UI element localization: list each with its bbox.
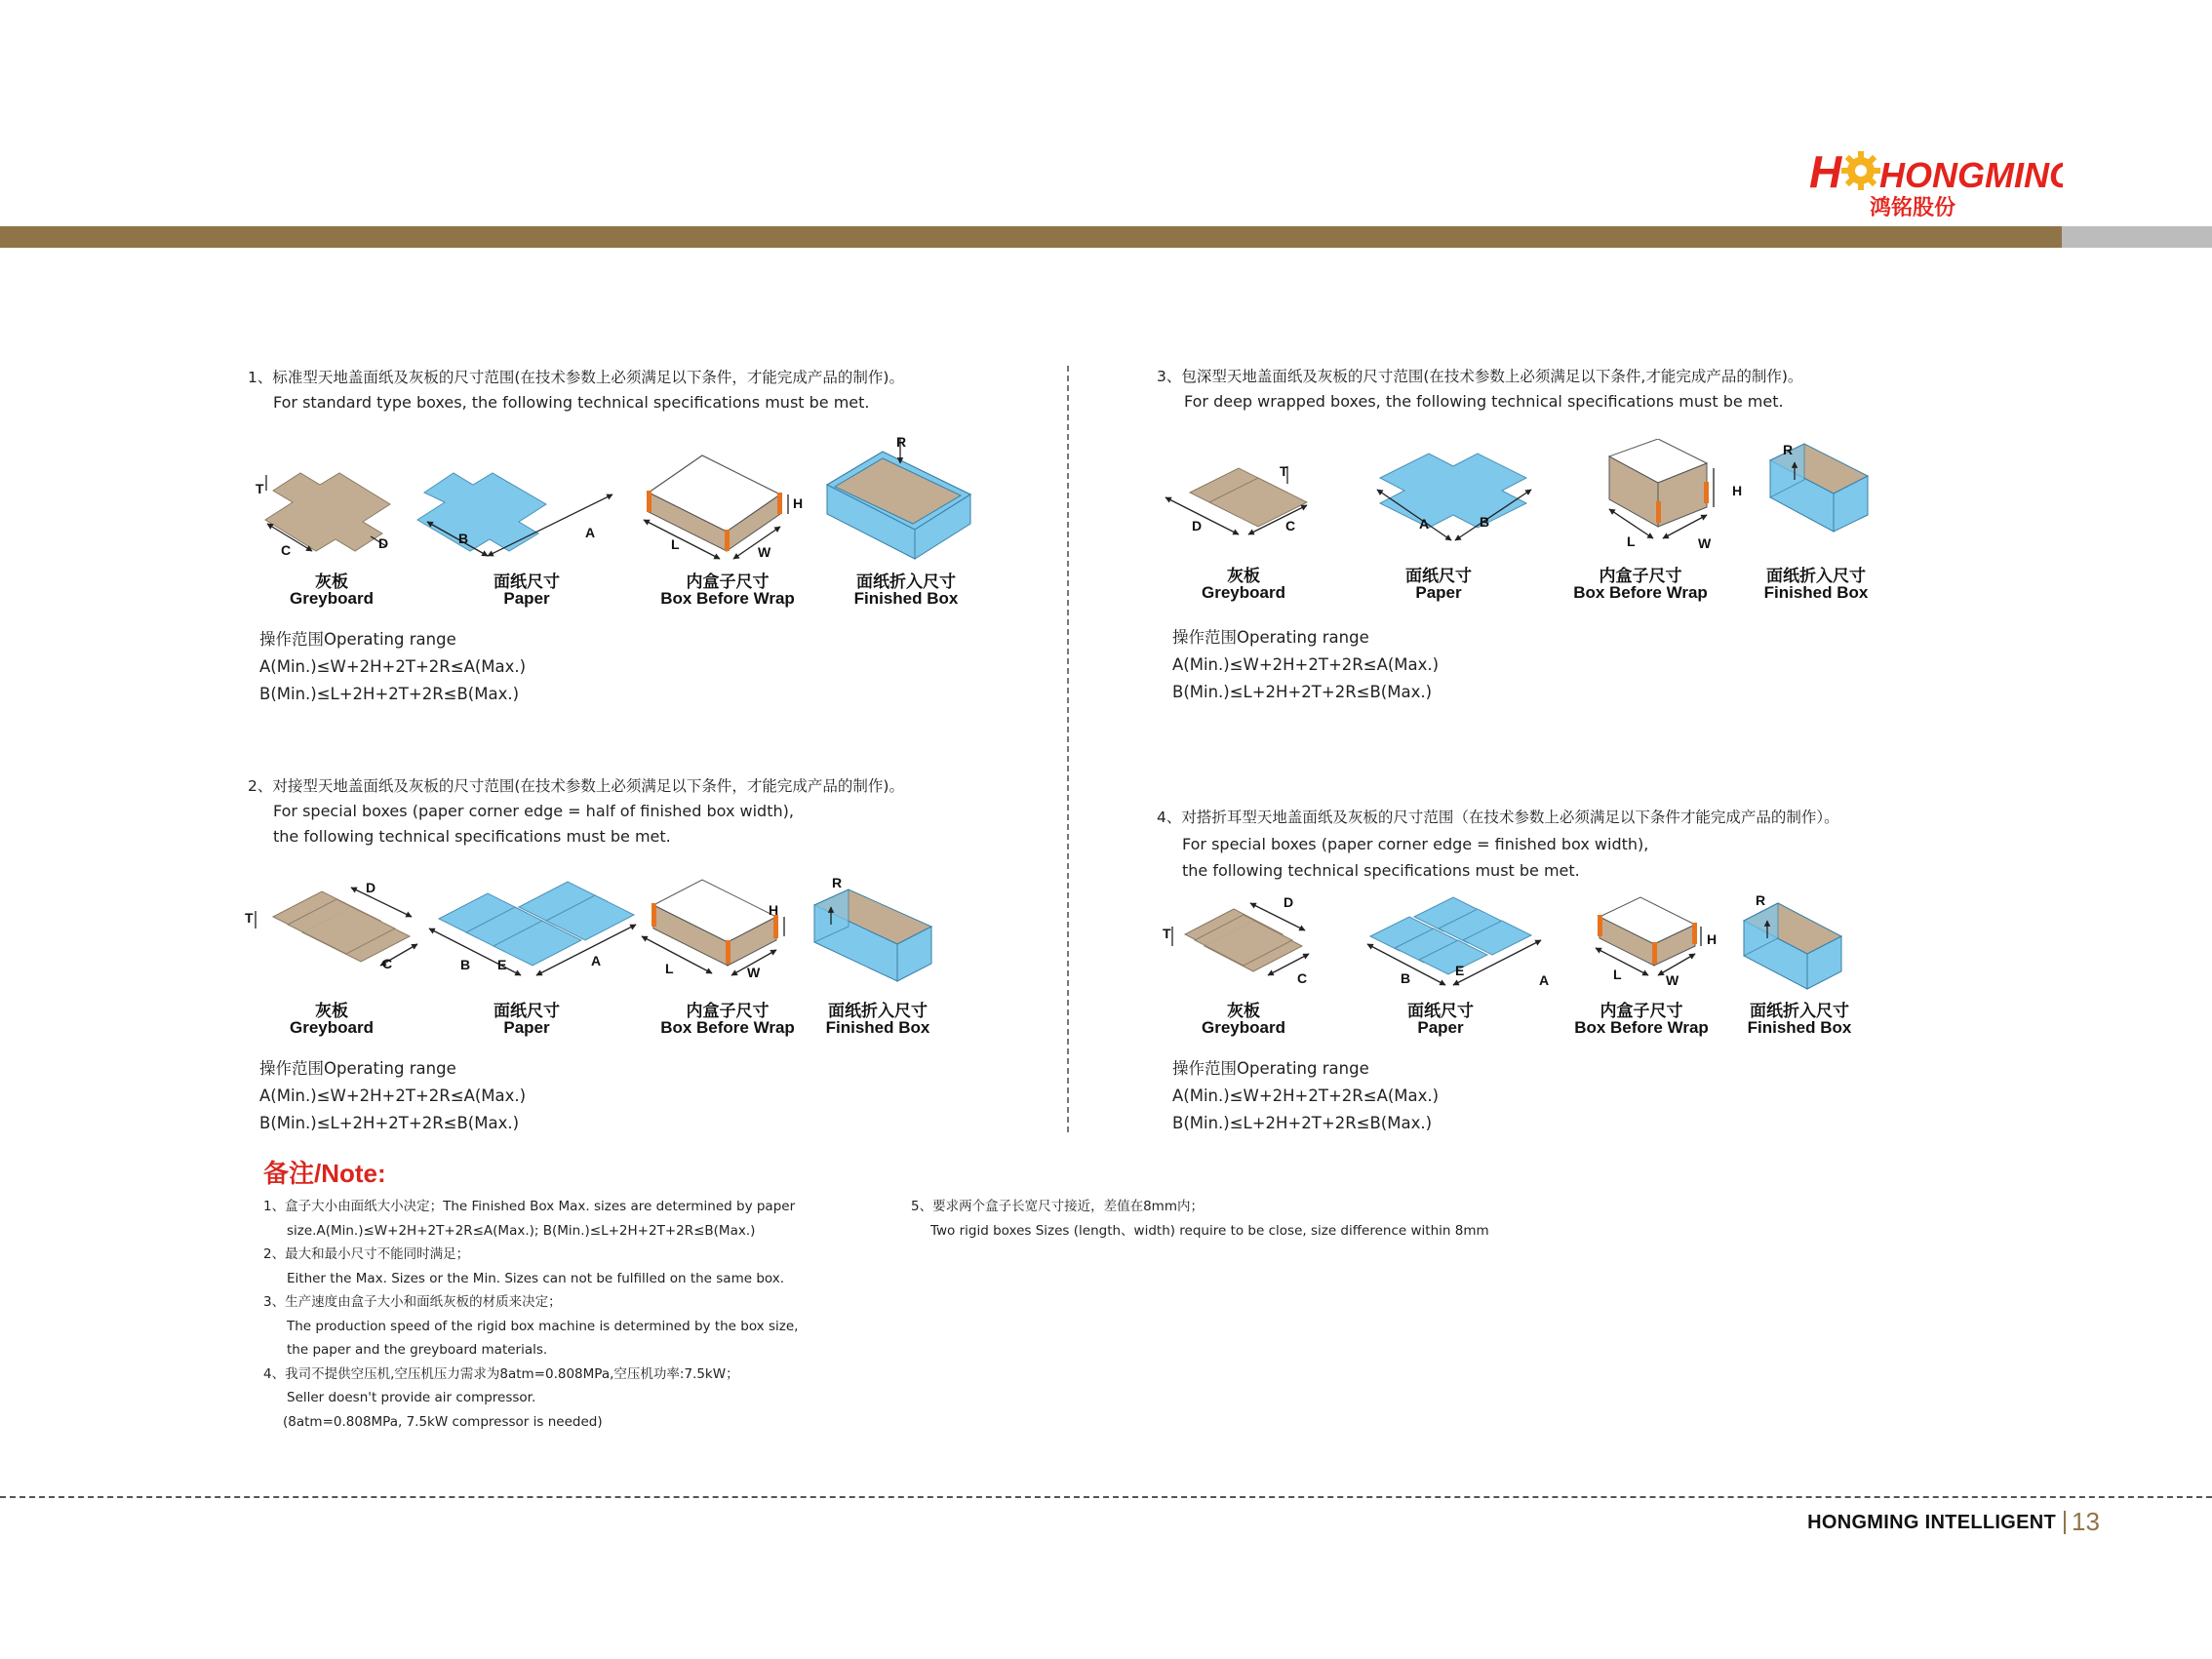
section-4-range: 操作范围Operating range A(Min.)≤W+2H+2T+2R≤A(Max.) B(Min.)≤L+2H+2T+2R≤B(Max.) xyxy=(1172,1059,1440,1132)
section-3-diagrams xyxy=(1161,439,1882,566)
svg-text:H: H xyxy=(793,495,804,511)
svg-text:B: B xyxy=(460,957,471,972)
section-2-title: 2、对接型天地盖面纸及灰板的尺寸范围(在技术参数上必须满足以下条件，才能完成产品的制作)。 xyxy=(248,777,904,795)
section-2-fig-paper: 面纸尺寸 Paper xyxy=(494,1002,560,1037)
svg-text:A: A xyxy=(585,525,596,540)
svg-text:D: D xyxy=(1192,518,1203,533)
svg-text:A: A xyxy=(591,953,602,968)
note-3-en-1: The production speed of the rigid box machine is determined by the box size, xyxy=(287,1318,799,1334)
note-1-formula: size.A(Min.)≤W+2H+2T+2R≤A(Max.); B(Min.)≤L+2H+2T+2R≤B(Max.) xyxy=(287,1222,756,1239)
svg-text:B: B xyxy=(458,531,469,546)
svg-text:C: C xyxy=(382,956,393,971)
page-number: 13 xyxy=(2072,1507,2100,1536)
note-title: 备注/Note: xyxy=(263,1159,386,1188)
svg-text:L: L xyxy=(1627,533,1636,549)
note-3-en-2: the paper and the greyboard materials. xyxy=(287,1342,548,1358)
svg-text:D: D xyxy=(1284,894,1294,910)
svg-text:C: C xyxy=(1285,518,1296,533)
section-1-fig-greyboard: 灰板 Greyboard xyxy=(290,573,374,608)
header-band-grey xyxy=(2062,226,2212,248)
svg-text:E: E xyxy=(497,957,507,972)
section-4-subtitle-1: For special boxes (paper corner edge = finished box width), xyxy=(1182,835,1649,853)
column-divider xyxy=(1067,366,1069,1132)
svg-text:R: R xyxy=(1756,892,1766,908)
svg-text:W: W xyxy=(758,544,771,560)
svg-text:B: B xyxy=(1401,970,1411,986)
section-4-subtitle-2: the following technical specifications must be met. xyxy=(1182,861,1580,880)
svg-text:H: H xyxy=(1732,483,1743,498)
footer-separator xyxy=(2064,1511,2066,1534)
section-1-range: 操作范围Operating range A(Min.)≤W+2H+2T+2R≤A(Max.) B(Min.)≤L+2H+2T+2R≤B(Max.) xyxy=(259,630,527,703)
svg-text:C: C xyxy=(1297,970,1308,986)
svg-text:T: T xyxy=(245,910,254,926)
note-5-en: Two rigid boxes Sizes (length、width) require to be close, size difference within 8mm xyxy=(930,1222,1489,1239)
section-2-diagrams xyxy=(244,868,956,995)
section-2-fig-finished: 面纸折入尺寸 Finished Box xyxy=(825,1002,930,1037)
svg-text:W: W xyxy=(1666,972,1679,988)
section-2-range: 操作范围Operating range A(Min.)≤W+2H+2T+2R≤A(Max.) B(Min.)≤L+2H+2T+2R≤B(Max.) xyxy=(259,1059,527,1132)
section-3-subtitle: For deep wrapped boxes, the following technical specifications must be met. xyxy=(1184,392,1784,411)
svg-text:D: D xyxy=(366,880,376,895)
company-logo xyxy=(1809,144,2063,222)
section-3-fig-greyboard: 灰板 Greyboard xyxy=(1202,567,1285,602)
note-4-en-2: (8atm=0.808MPa, 7.5kW compressor is needed) xyxy=(283,1413,603,1430)
section-1-subtitle: For standard type boxes, the following technical specifications must be met. xyxy=(273,393,870,412)
svg-text:H: H xyxy=(1707,931,1718,947)
svg-text:T: T xyxy=(256,481,264,496)
svg-text:E: E xyxy=(1455,963,1465,978)
section-1-fig-finished: 面纸折入尺寸 Finished Box xyxy=(853,573,959,608)
svg-text:L: L xyxy=(671,536,680,552)
notes-right xyxy=(911,1195,1489,1243)
section-2-fig-greyboard: 灰板 Greyboard xyxy=(290,1002,374,1037)
section-4-title: 4、对搭折耳型天地盖面纸及灰板的尺寸范围（在技术参数上必须满足以下条件才能完成产品的制作）。 xyxy=(1157,809,1839,826)
paper-shape xyxy=(417,473,546,551)
section-3-fig-box: 内盒子尺寸 Box Before Wrap xyxy=(1573,567,1708,602)
svg-text:L: L xyxy=(665,961,674,976)
svg-text:R: R xyxy=(1783,442,1794,457)
svg-text:R: R xyxy=(896,434,907,450)
section-2-subtitle-2: the following technical specifications must be met. xyxy=(273,827,671,846)
svg-text:H: H xyxy=(1809,146,1842,197)
section-2-fig-box: 内盒子尺寸 Box Before Wrap xyxy=(660,1002,795,1037)
svg-text:D: D xyxy=(378,535,389,551)
note-1: 1、盒子大小由面纸大小决定；The Finished Box Max. sizes are determined by paper xyxy=(263,1199,796,1214)
svg-text:R: R xyxy=(832,875,843,890)
svg-text:C: C xyxy=(281,542,292,558)
svg-text:A: A xyxy=(1539,972,1550,988)
header-band xyxy=(0,226,2062,248)
svg-text:T: T xyxy=(1163,926,1171,941)
section-3-title: 3、包深型天地盖面纸及灰板的尺寸范围(在技术参数上必须满足以下条件,才能完成产品的制作)。 xyxy=(1157,368,1803,385)
svg-text:W: W xyxy=(1698,535,1712,551)
svg-text:A: A xyxy=(1419,516,1430,532)
note-4: 4、我司不提供空压机,空压机压力需求为8atm=0.808MPa,空压机功率:7.5kW； xyxy=(263,1365,739,1382)
note-5: 5、要求两个盒子长宽尺寸接近，差值在8mm内； xyxy=(911,1199,1204,1214)
section-1-fig-paper: 面纸尺寸 Paper xyxy=(494,573,560,608)
section-1-fig-box: 内盒子尺寸 Box Before Wrap xyxy=(660,573,795,608)
section-4-fig-greyboard: 灰板 Greyboard xyxy=(1202,1002,1285,1037)
section-4-fig-finished: 面纸折入尺寸 Finished Box xyxy=(1747,1002,1852,1037)
note-2-en: Either the Max. Sizes or the Min. Sizes can not be fulfilled on the same box. xyxy=(287,1270,785,1286)
section-3-range: 操作范围Operating range A(Min.)≤W+2H+2T+2R≤A(Max.) B(Min.)≤L+2H+2T+2R≤B(Max.) xyxy=(1172,628,1440,701)
svg-text:H: H xyxy=(769,902,779,918)
svg-text:L: L xyxy=(1613,967,1622,982)
note-4-en-1: Seller doesn't provide air compressor. xyxy=(287,1390,536,1405)
section-3-fig-finished: 面纸折入尺寸 Finished Box xyxy=(1763,567,1869,602)
svg-text:T: T xyxy=(1280,463,1288,479)
note-3: 3、生产速度由盒子大小和面纸灰板的材质来决定； xyxy=(263,1294,562,1310)
footer-divider xyxy=(0,1496,2212,1498)
footer-company: HONGMING INTELLIGENT xyxy=(1807,1512,2056,1533)
section-4-diagrams xyxy=(1161,888,1863,1005)
section-4-fig-box: 内盒子尺寸 Box Before Wrap xyxy=(1574,1002,1709,1037)
greyboard-shape xyxy=(265,473,390,551)
notes-left xyxy=(263,1195,798,1434)
section-1-diagrams xyxy=(254,434,1024,571)
logo-subtext: 鸿铭股份 xyxy=(1870,196,1956,220)
svg-text:W: W xyxy=(747,965,761,980)
section-4-fig-paper: 面纸尺寸 Paper xyxy=(1407,1002,1474,1037)
section-2-subtitle-1: For special boxes (paper corner edge = half of finished box width), xyxy=(273,802,794,820)
section-1-title: 1、标准型天地盖面纸及灰板的尺寸范围(在技术参数上必须满足以下条件，才能完成产品的制作)。 xyxy=(248,369,904,386)
logo-text: HONGMING xyxy=(1879,155,2063,195)
svg-text:B: B xyxy=(1480,514,1490,530)
section-3-fig-paper: 面纸尺寸 Paper xyxy=(1405,567,1472,602)
note-2: 2、最大和最小尺寸不能同时满足； xyxy=(263,1246,470,1262)
